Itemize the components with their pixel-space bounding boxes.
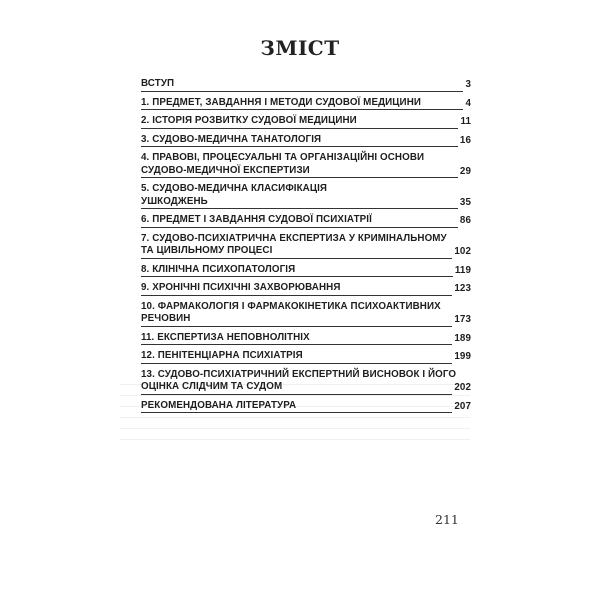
toc-entry [141, 282, 471, 296]
toc-entry-page: 4 [465, 97, 471, 109]
toc-entry-title-line: 10. ФАРМАКОЛОГІЯ І ФАРМАКОКІНЕТИКА ПСИХОАКТИВНИХ [141, 300, 441, 312]
toc-entry-title: 3. СУДОВО-МЕДИЧНА ТАНАТОЛОГІЯ [141, 134, 321, 148]
toc-entry-page: 199 [454, 351, 471, 362]
toc-leader-line [340, 294, 452, 296]
toc-entry [141, 78, 471, 92]
toc-entry-page: 29 [459, 165, 471, 177]
toc-entry-title: ТА ЦИВІЛЬНОМУ ПРОЦЕСІ [141, 245, 272, 259]
toc-leader-line [357, 127, 459, 129]
toc-leader-line [310, 176, 458, 178]
toc-entry-title-line: 13. СУДОВО-ПСИХІАТРИЧНИЙ ЕКСПЕРТНИЙ ВИСНОВОК І ЙОГО [141, 368, 457, 380]
toc-entry [141, 350, 471, 364]
toc-entry-row [141, 350, 471, 364]
toc-entry-row [141, 214, 471, 228]
page-title: ЗМІСТ [260, 36, 340, 60]
toc-entry-page: 86 [459, 215, 471, 226]
toc-entry-title-line: 5. СУДОВО-МЕДИЧНА КЛАСИФІКАЦІЯ [141, 183, 328, 194]
page-number: 211 [435, 512, 459, 527]
toc-leader-line [190, 325, 452, 327]
toc-entry-page: 35 [459, 196, 471, 208]
toc-entry-title: 9. ХРОНІЧНІ ПСИХІЧНІ ЗАХВОРЮВАННЯ [141, 282, 340, 296]
toc-entry-page: 102 [454, 246, 471, 257]
toc-leader-line [174, 90, 463, 92]
toc-entry-row [141, 400, 471, 414]
toc-entry [141, 115, 471, 129]
toc-entry-row [141, 264, 471, 278]
toc-entry-page: 3 [465, 79, 471, 90]
toc-entry [141, 183, 471, 209]
toc-entry-page: 123 [454, 283, 471, 294]
toc-entry-row [141, 134, 471, 148]
toc-entry-title-line: 4. ПРАВОВІ, ПРОЦЕСУАЛЬНІ ТА ОРГАНІЗАЦІЙНІ ОСНОВИ [141, 152, 425, 163]
toc-entry-title: 6. ПРЕДМЕТ І ЗАВДАННЯ СУДОВОЇ ПСИХІАТРІЇ [141, 214, 372, 228]
toc-entry-page: 119 [454, 264, 471, 276]
toc-entry-title-line: 7. СУДОВО-ПСИХІАТРИЧНА ЕКСПЕРТИЗА У КРИМІНАЛЬНОМУ [141, 232, 447, 244]
toc-leader-line [295, 275, 453, 277]
toc-entry-title: 2. ІСТОРІЯ РОЗВИТКУ СУДОВОЇ МЕДИЦИНИ [141, 115, 357, 129]
toc-entry-page: 189 [454, 332, 471, 344]
toc-entry [141, 301, 471, 327]
toc-leader-line [208, 207, 458, 209]
toc-entry-row [141, 381, 471, 395]
toc-entry-row [141, 313, 471, 327]
toc-entry-title: ОЦІНКА СЛІДЧИМ ТА СУДОМ [141, 381, 282, 395]
toc-leader-line [372, 226, 458, 228]
toc-entry-page: 11 [460, 116, 471, 127]
toc-entry [141, 134, 471, 148]
toc-leader-line [321, 145, 458, 147]
toc-entry-page: 173 [454, 314, 471, 325]
toc-entry-row [141, 115, 471, 129]
toc-entry-page: 16 [459, 134, 471, 146]
toc-entry-row [141, 78, 471, 92]
toc-entry-title: РЕКОМЕНДОВАНА ЛІТЕРАТУРА [141, 400, 296, 414]
toc-entry-row [141, 97, 471, 111]
toc-leader-line [296, 411, 452, 413]
toc-entry-row [141, 196, 471, 210]
toc-entry [141, 369, 471, 395]
toc-entry-row [141, 245, 471, 259]
toc-entry-row [141, 282, 471, 296]
toc-entry [141, 332, 471, 346]
toc-entry [141, 214, 471, 228]
toc-entry-title: СУДОВО-МЕДИЧНОЇ ЕКСПЕРТИЗИ [141, 165, 310, 179]
toc-entry [141, 97, 471, 111]
toc-entry-title: ВСТУП [141, 78, 174, 92]
toc-entry [141, 264, 471, 278]
toc-entry-title: 11. ЕКСПЕРТИЗА НЕПОВНОЛІТНІХ [141, 332, 310, 346]
toc-entry [141, 400, 471, 414]
toc-leader-line [272, 257, 452, 259]
toc-entry-title: 12. ПЕНІТЕНЦІАРНА ПСИХІАТРІЯ [141, 350, 303, 364]
toc-entry-title: РЕЧОВИН [141, 313, 190, 327]
toc-leader-line [421, 108, 463, 110]
toc-entry [141, 233, 471, 259]
toc-entry-title: УШКОДЖЕНЬ [141, 196, 208, 210]
toc-entry [141, 152, 471, 178]
toc-leader-line [310, 343, 453, 345]
toc-leader-line [303, 362, 453, 364]
table-of-contents [141, 78, 471, 418]
toc-entry-title: 1. ПРЕДМЕТ, ЗАВДАННЯ І МЕТОДИ СУДОВОЇ МЕДИЦИНИ [141, 97, 421, 111]
toc-entry-row [141, 165, 471, 179]
toc-entry-page: 202 [454, 382, 471, 393]
toc-entry-title: 8. КЛІНІЧНА ПСИХОПАТОЛОГІЯ [141, 264, 295, 278]
toc-entry-row [141, 332, 471, 346]
toc-leader-line [282, 393, 452, 395]
toc-entry-page: 207 [454, 400, 471, 412]
